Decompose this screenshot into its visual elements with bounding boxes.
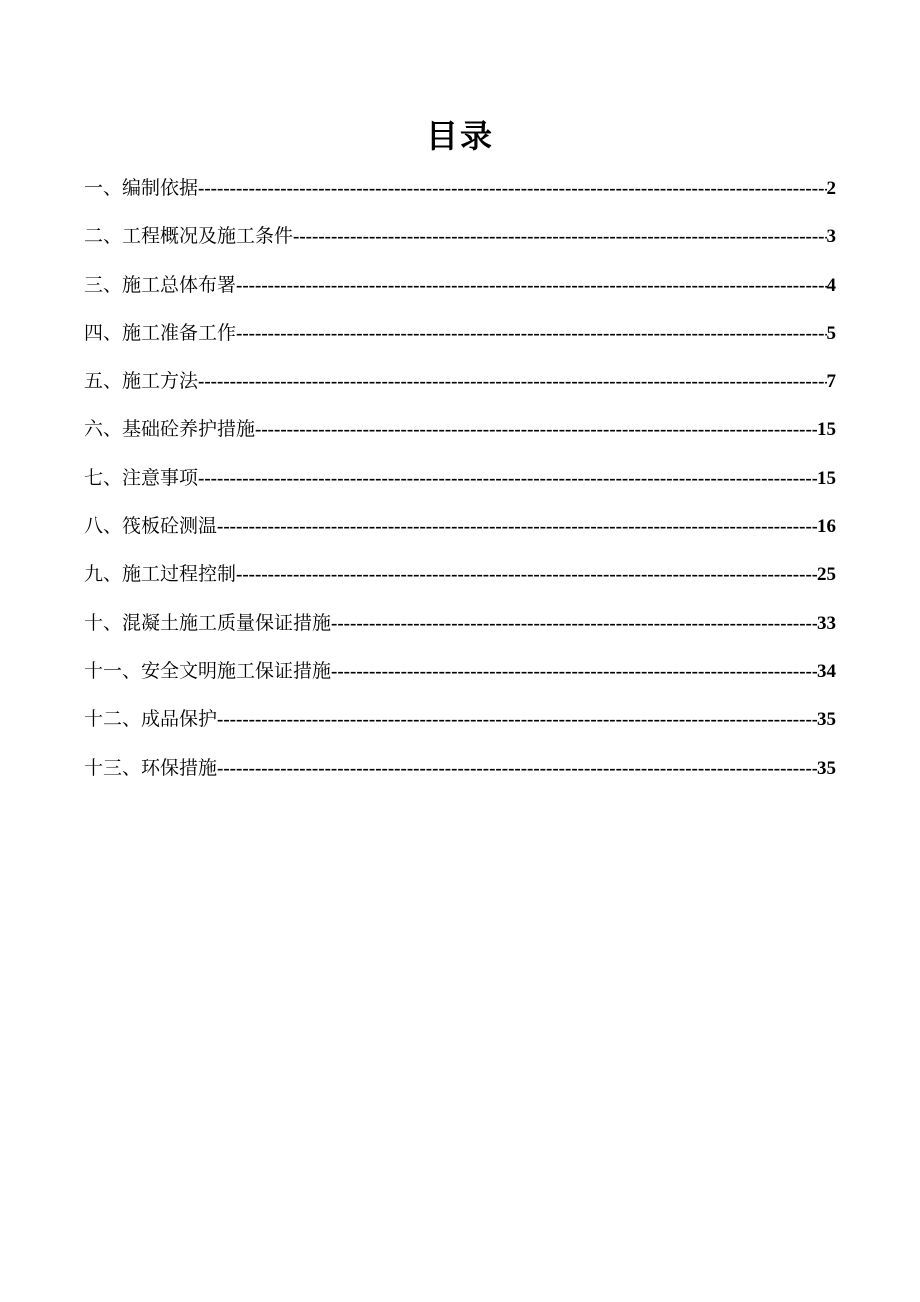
toc-entry[interactable] (84, 357, 836, 405)
toc-entry-label: 五、施工方法 (84, 370, 199, 393)
toc-dot-leader (217, 745, 817, 792)
toc-entry-label: 十二、成品保护 (84, 708, 218, 731)
toc-entry[interactable] (84, 502, 836, 550)
toc-entry[interactable] (84, 261, 836, 309)
toc-entry-page: 35 (817, 757, 836, 779)
toc-entry-page: 35 (817, 709, 836, 731)
toc-entry-page: 15 (817, 467, 836, 489)
toc-entry-label: 八、筏板砼测温 (84, 515, 218, 538)
toc-dot-leader (217, 503, 817, 550)
toc-entry-label: 六、基础砼养护措施 (84, 418, 256, 441)
toc-entry[interactable] (84, 695, 836, 743)
toc-entry-label: 十三、环保措施 (84, 756, 218, 779)
toc-entry[interactable] (84, 164, 836, 212)
toc-dot-leader (198, 165, 826, 212)
toc-dot-leader (198, 455, 817, 502)
toc-entry[interactable] (84, 454, 836, 502)
toc-entry[interactable] (84, 599, 836, 647)
toc-entry[interactable] (84, 405, 836, 453)
toc-entry-page: 5 (826, 322, 836, 344)
toc-entry[interactable] (84, 647, 836, 695)
toc-title: 目录 (425, 117, 494, 155)
toc-dot-leader (236, 310, 826, 357)
toc-dot-leader (198, 358, 826, 405)
toc-dot-leader (293, 213, 826, 260)
toc-entry-page: 33 (817, 612, 836, 634)
toc-dot-leader (236, 551, 817, 598)
toc-entry-page: 34 (817, 660, 836, 682)
toc-entry-page: 25 (817, 564, 836, 586)
toc-entry[interactable] (84, 309, 836, 357)
toc-entry-page: 2 (826, 178, 836, 199)
toc-entry-label: 二、工程概况及施工条件 (84, 225, 294, 248)
toc-dot-leader (217, 696, 817, 743)
toc-entry-page: 4 (826, 274, 836, 296)
toc-dot-leader (236, 262, 826, 309)
toc-entry-page: 7 (826, 371, 836, 393)
toc-entry-label: 九、施工过程控制 (84, 563, 237, 586)
toc-entry-label: 一、编制依据 (84, 177, 199, 199)
toc-entry[interactable] (84, 550, 836, 598)
toc-entry-label: 四、施工准备工作 (84, 321, 237, 344)
toc-entry-page: 16 (817, 516, 836, 538)
toc-dot-leader (331, 648, 817, 695)
toc-entry-label: 三、施工总体布署 (84, 273, 237, 296)
toc-entry-label: 七、注意事项 (84, 466, 199, 489)
toc-list (84, 164, 836, 792)
toc-entry-label: 十、混凝土施工质量保证措施 (84, 611, 332, 634)
toc-entry[interactable] (84, 212, 836, 260)
toc-entry-page: 3 (826, 226, 836, 248)
toc-dot-leader (331, 600, 817, 647)
toc-entry-page: 15 (817, 419, 836, 441)
toc-entry[interactable] (84, 744, 836, 792)
toc-entry-label: 十一、安全文明施工保证措施 (84, 659, 332, 682)
toc-dot-leader (255, 406, 817, 453)
